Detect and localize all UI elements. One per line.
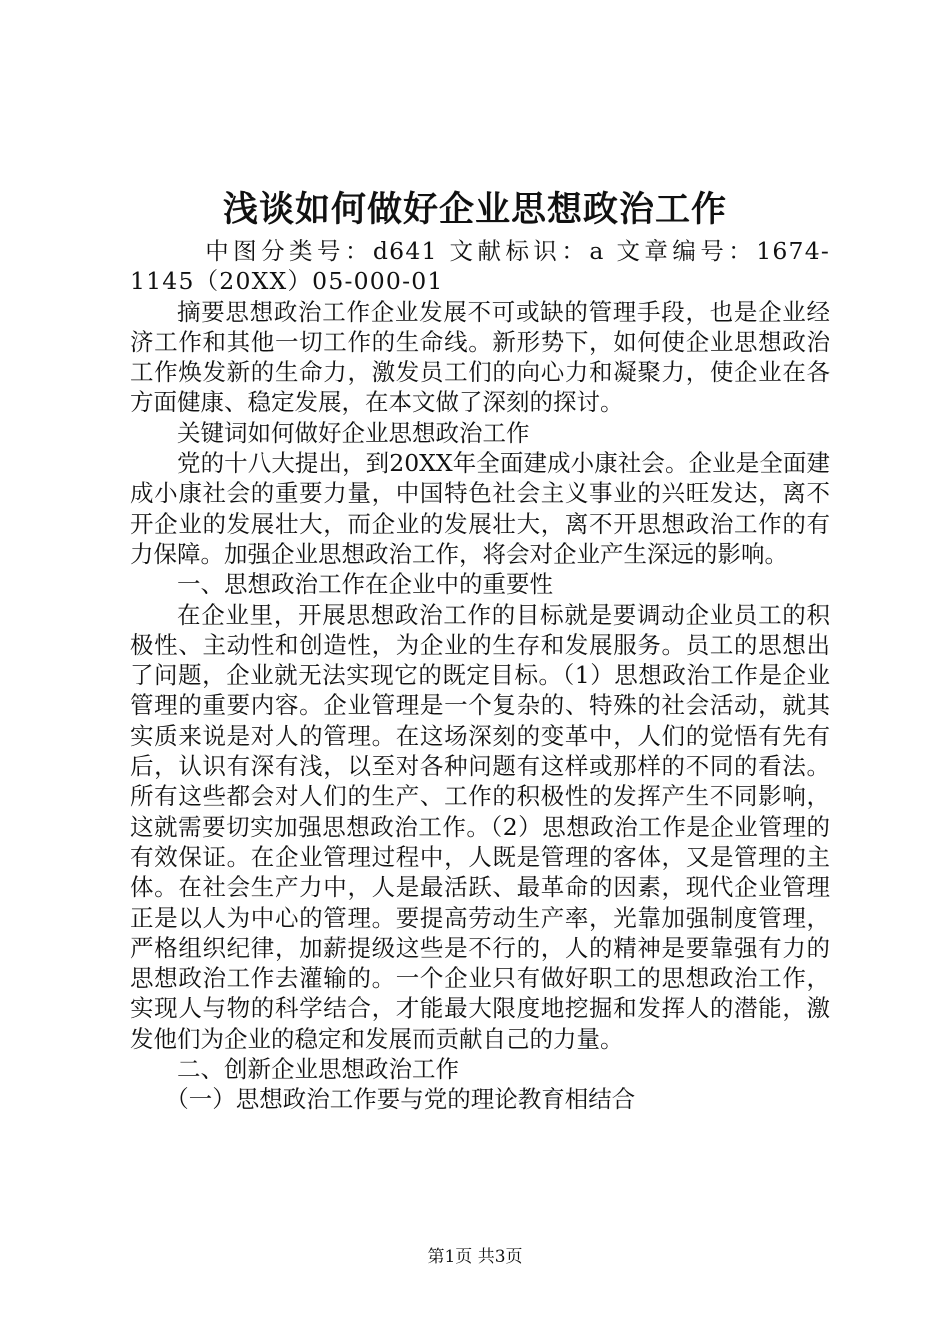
section-2-heading: 二、创新企业思想政治工作 (177, 1055, 459, 1084)
intro-paragraph: 党的十八大提出，到20XX年全面建成小康社会。企业是全面建成小康社会的重要力量，中国特色社会主义事业的兴旺发达，离不开企业的发展壮大，而企业的发展壮大，离不开思想政治工作的有力保障。加强企业思想政治工作，将会对企业产生深远的影响。 (130, 449, 830, 568)
abstract-paragraph: 摘要思想政治工作企业发展不可或缺的管理手段，也是企业经济工作和其他一切工作的生命线。新形势下，如何使企业思想政治工作焕发新的生命力，激发员工们的向心力和凝聚力，使企业在各方面健康、稳定发展，在本文做了深刻的探讨。 (130, 297, 830, 417)
document-body (130, 236, 830, 1115)
keywords-line: 关键词如何做好企业思想政治工作 (177, 418, 530, 447)
section-1-paragraph: 在企业里，开展思想政治工作的目标就是要调动企业员工的积极性、主动性和创造性，为企业的生存和发展服务。员工的思想出了问题，企业就无法实现它的既定目标。（1）思想政治工作是企业管理的重要内容。企业管理是一个复杂的、特殊的社会活动，就其实质来说是对人的管理。在这场深刻的变革中，人们的觉悟有先有后，认识有深有浅，以至对各种问题有这样或那样的不同的看法。所有这些都会对人们的生产、工作的积极性的发挥产生不同影响，这就需要切实加强思想政治工作。（2）思想政治工作是企业管理的有效保证。在企业管理过程中，人既是管理的客体，又是管理的主体。在社会生产力中，人是最活跃、最革命的因素，现代企业管理正是以人为中心的管理。要提高劳动生产率，光靠加强制度管理，严格组织纪律，加薪提级这些是不行的，人的精神是要靠强有力的思想政治工作去灌输的。一个企业只有做好职工的思想政治工作，实现人与物的科学结合，才能最大限度地挖掘和发挥人的潜能，激发他们为企业的稳定和发展而贡献自己的力量。 (130, 600, 830, 1053)
page-number-footer: 第1页 共3页 (427, 1247, 523, 1267)
document-title: 浅谈如何做好企业思想政治工作 (222, 189, 727, 230)
classification-line: 中图分类号：d641 文献标识：a 文章编号：1674-1145（20XX）05-000-01 (130, 237, 830, 296)
section-1-heading: 一、思想政治工作在企业中的重要性 (177, 570, 553, 599)
section-2-subheading-1: （一）思想政治工作要与党的理论教育相结合 (165, 1085, 636, 1114)
